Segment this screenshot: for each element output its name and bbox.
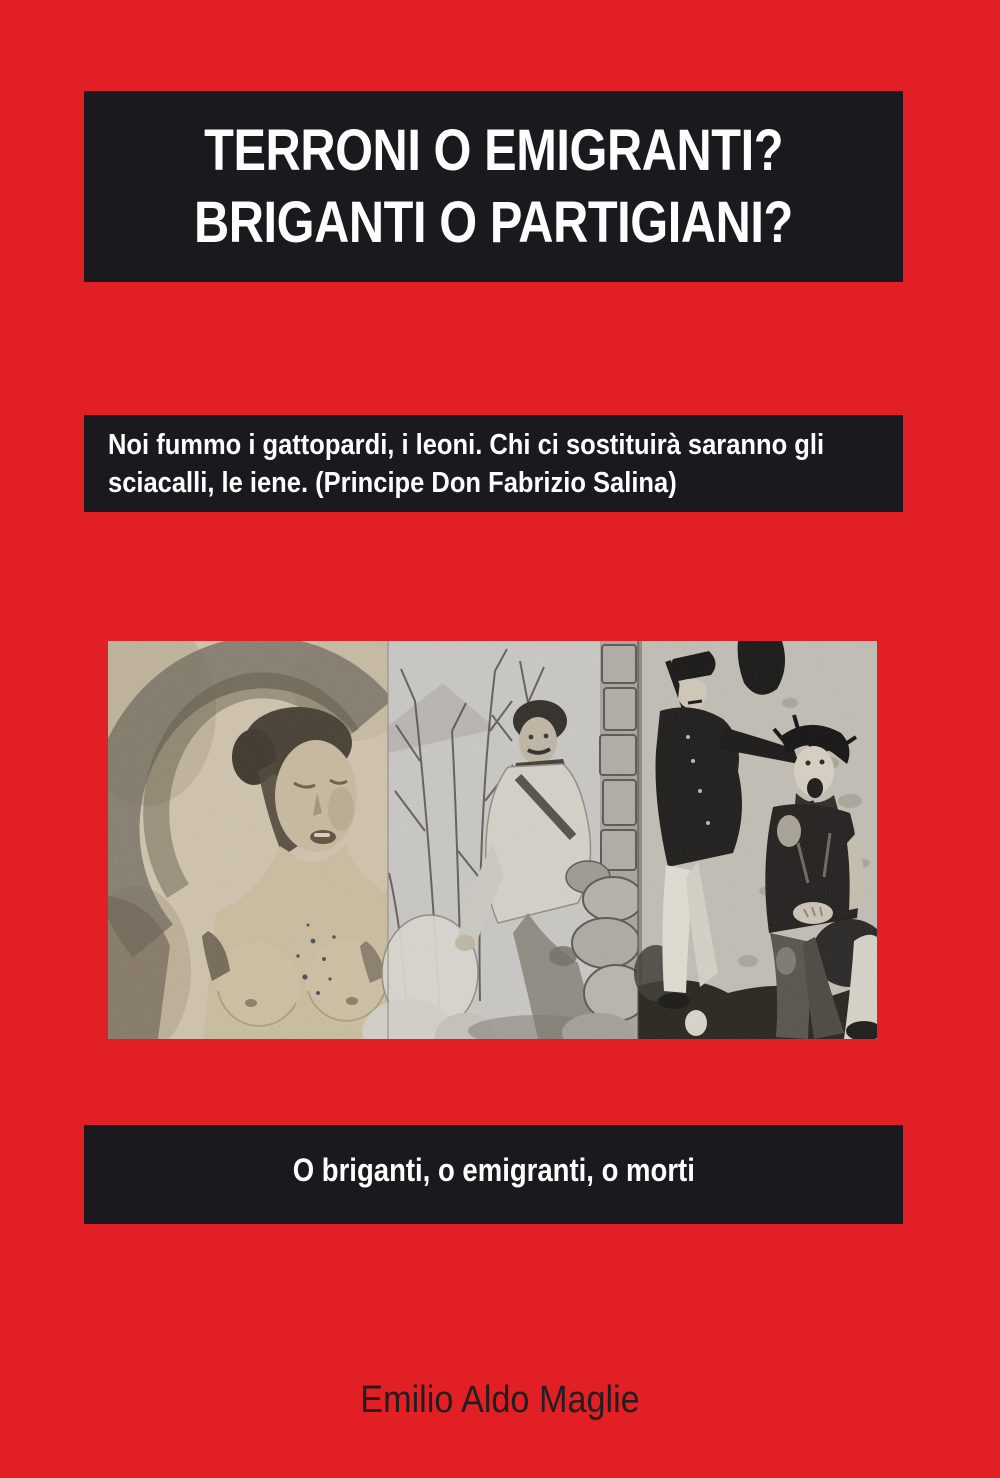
quote-banner [84, 415, 903, 512]
author-name: Emilio Aldo Maglie [360, 1379, 640, 1421]
tagline-banner [84, 1125, 903, 1224]
title-line-2: BRIGANTI O PARTIGIANI? [194, 189, 793, 255]
photo-collage [108, 641, 877, 1039]
quote-line-2: sciacalli, le iene. (Principe Don Fabrizio Salina) [108, 466, 677, 499]
title-banner [84, 91, 903, 282]
photo-collage-image [108, 641, 877, 1039]
title-line-1: TERRONI O EMIGRANTI? [204, 117, 783, 183]
tagline-text: O briganti, o emigranti, o morti [292, 1152, 695, 1188]
quote-line-1: Noi fummo i gattopardi, i leoni. Chi ci sostituirà saranno gli [108, 428, 825, 461]
